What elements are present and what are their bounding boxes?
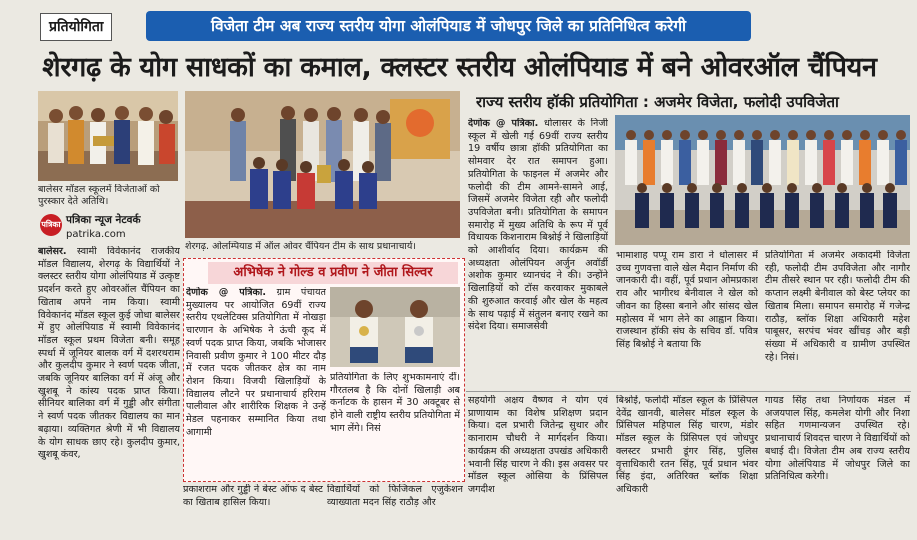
athletics-dateline: देणोक @ पत्रिका. — [186, 287, 267, 298]
hockey-col-2: भामाशाह पप्पू राम डारा ने धोलासर में उच्च गुणवत्ता वाले खेल मैदान निर्माण की जानकारी दी। वहीं, पूर्व प्रधान ओमप्रकाश राव और भागीरथ बेनीवाल ने खेल को जीवन का हिस्सा बनाने और सांसद खेल महोत्सव में भाग लेने का आह्वान किया। राजस्थान हॉकी संघ के सचिव डॉ. पवित्र सिंह बिश्नोई ने बताया कि — [616, 250, 758, 350]
mid-story-2: विद्यार्थियों को फिजिकल एजुकेशन व्याख्याता मदन सिंह राठौड़ और — [327, 484, 463, 508]
hockey-dateline: देणोक @ पत्रिका. — [468, 118, 539, 129]
hockey-subheading: राज्य स्तरीय हॉकी प्रतियोगिता : अजमेर विजेता, फलोदी उपविजेता — [476, 93, 839, 111]
hockey-team-photo — [615, 115, 910, 245]
byline-url: patrika.com — [66, 229, 126, 240]
bottom-col-1: सहयोगी अक्षय वैष्णव ने योग एवं प्राणायाम का विशेष प्रशिक्षण प्रदान किया। दल प्रभारी जितेन्द्र सुथार और कानाराम चौधरी ने मार्गदर्शन किया। कार्यक्रम की अध्यक्षता उपखंड अधिकारी भवानी सिंह चारण ने की। इस अवसर पर मॉडल स्कूल ओसिया के प्रिंसिपल जगदीश — [468, 395, 608, 495]
athletics-caption: प्रतियोगिता के लिए शुभकामनाएं दीं। गौरतलब है कि दोनों खिलाड़ी अब कर्नाटक के हासन में 30 अक्टूबर से होने वाली राष्ट्रीय स्तरीय प्रतियोगिता में भाग लेंगे। निसं — [330, 372, 460, 434]
top-banner: विजेता टीम अब राज्य स्तरीय योगा ओलंपियाड में जोधपुर जिले का प्रतिनिधित्व करेगी — [146, 11, 751, 41]
award-photo-caption: बालेसर मॉडल स्कूलमें विजेताओं को पुरस्कार देते अतिथि। — [38, 184, 160, 207]
section-divider — [466, 391, 911, 392]
mid-story-1: प्रकाशराम और गुड्डी ने बेस्ट ऑफ द बेस्ट का खिताब हासिल किया। — [183, 484, 323, 508]
bottom-col-2: बिश्नोई, फलोदी मॉडल स्कूल के प्रिंसिपल देवेंद्र खानवी, बालेसर मॉडल स्कूल के प्रिंसिपल महिपाल सिंह चारण, मंडोर मॉडल स्कूल के प्रिंसिपल एवं जोधपुर क्लस्टर प्रभारी डूंगर सिंह, पुलिस वृत्ताधिकारी रतन सिंह, पूर्व प्रधान भंवर सिंह इंदा, अतिरिक्त ब्लॉक शिक्षा अधिकारी — [616, 395, 758, 495]
left-story-text: स्वामी विवेकानंद राजकीय मॉडल विद्यालय, शेरगढ़ के विद्यार्थियों ने क्लस्टर स्तरीय योगा ओलंपियाड में उत्कृष्ट प्रदर्शन करते हुए ओवरऑल चैंपियन का खिताब अपने नाम किया। स्वामी विवेकानंद मॉडल स्कूल कुई जोधा बालेसर में हुए ओलंपियाड में स्वामी विवेकानंद मॉडल स्कूल प्रथम विजेता बनी। समूह स्पर्धा में जूनियर बालक वर्ग में दशरथराम और कुलदीप कुमार ने स्वर्ण पदक जीता, जबकि जूनियर बालिका वर्ग में अंजू और खुशबू ने कांस्य पदक प्राप्त किया। सीनियर बालिका वर्ग में गुड्डी और संगीता ने स्वर्ण पदक जीतकर विद्यालय का मान बढ़ाया। व्यक्तिगत श्रेणी में भी विद्यालय के योग साधक छाए रहे। कुलदीप कुमार, खुशबू कंवर, — [38, 246, 180, 461]
left-story-dateline: बालेसर. — [38, 246, 67, 257]
team-photo — [185, 91, 460, 238]
athletics-heading: अभिषेक ने गोल्ड व प्रवीण ने जीता सिल्वर — [208, 262, 458, 284]
award-photo — [38, 91, 178, 181]
section-tag: प्रतियोगिता — [40, 13, 112, 41]
team-photo-caption: शेरगढ़. ओलम्पियाड में ऑल ओवर चैंपियन टीम के साथ प्रधानाचार्य। — [185, 241, 416, 252]
athletes-photo — [330, 287, 460, 367]
hockey-col-3: प्रतियोगिता में अजमेर अकादमी विजेता रही, फलोदी टीम उपविजेता और नागौर टीम तीसरे स्थान पर रही। फलोदी टीम की कप्तान लक्ष्मी बेनीवाल को बेस्ट प्लेयर का खिताब मिला। समापन समारोह में गजेन्द्र राठौड़, ब्लॉक शिक्षा अधिकारी महेश पाबूसर, सरपंच भंवर खींचड़ और बड़ी संख्या में अधिकारी व ग्रामीण उपस्थित रहे। निसं। — [765, 250, 910, 363]
athletics-text-body: ग्राम पंचायत मुख्यालय पर आयोजित 69वीं राज्य स्तरीय एथलेटिक्स प्रतियोगिता में नोखड़ा चारणान के अभिषेक ने ऊंची कूद में स्वर्ण पदक प्राप्त किया, जबकि भोजासर निवासी प्रवीण कुमार ने 100 मीटर दौड़ में रजत पदक जीतकर क्षेत्र का नाम रोशन किया। विजयी खिलाड़ियों के विद्यालय लौटने पर प्रधानाचार्य हरिराम पालीवाल और शारीरिक शिक्षक ने उन्हें मेडल पहनाकर सम्मानित किया तथा आगामी — [186, 287, 326, 438]
hockey-col-1 — [468, 118, 608, 386]
headline: शेरगढ़ के योग साधकों का कमाल, क्लस्टर स्तरीय ओलंपियाड में बने ओवरऑल चैंपियन — [42, 52, 877, 83]
athletics-text — [186, 287, 326, 477]
byline-network: पत्रिका न्यूज नेटवर्क — [66, 214, 141, 226]
left-story — [38, 246, 180, 501]
patrika-logo: पत्रिका — [40, 214, 62, 236]
hockey-col-1-text: धोलासर के निजी स्कूल में खेली गई 69वीं राज्य स्तरीय 19 वर्षीय छात्रा हॉकी प्रतियोगिता का सोमवार देर रात समापन हुआ। प्रतियोगिता के फाइनल में अजमेर और फलोदी की टीम आमने-सामने आई, जिसमें अजमेर विजेता रही और फलोदी उपविजेता बनी। प्रतियोगिता के समापन समारोह में मुख्य अतिथि के रूप में पूर्व विधायक किशनाराम बिश्नोई ने खिलाड़ियों को आशीर्वाद दिया। कार्यक्रम की अध्यक्षता ओलंपियन अर्जुन अवॉर्डी अशोक कुमार ध्यानचंद ने की। उन्होंने खिलाड़ियों को टॉस करवाकर मुकाबले की शुरुआत करवाई और खेल के महत्व के साथ पढ़ाई में संतुलन बनाए रखने का संदेश दिया। समाजसेवी — [468, 118, 608, 333]
bottom-col-3: गायड सिंह तथा निर्णायक मंडल में अजयपाल सिंह, कमलेश योगी और निशा सहित गणमान्यजन उपस्थित रहे। प्रधानाचार्य शिवदत्त चारण ने विद्यार्थियों को बधाई दी। विजेता टीम अब राज्य स्तरीय योगा ओलंपियाड में जोधपुर जिले का प्रतिनिधित्व करेगी। — [765, 395, 910, 483]
